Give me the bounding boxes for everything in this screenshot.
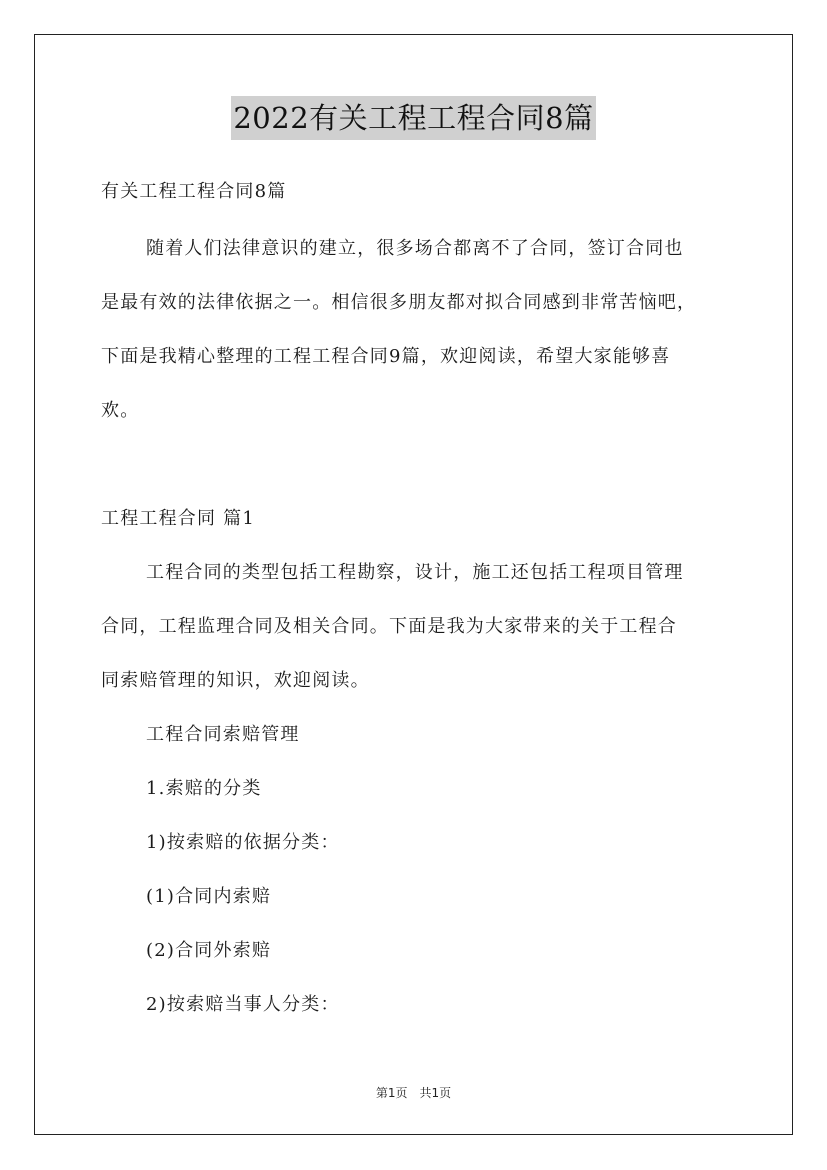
page-footer xyxy=(0,1085,827,1101)
paragraph-line: 是最有效的法律依据之一。相信很多朋友都对拟合同感到非常苦恼吧， xyxy=(101,292,697,313)
document-title: 2022有关工程工程合同8篇 xyxy=(231,96,595,140)
paragraph-line: 下面是我精心整理的工程工程合同9篇，欢迎阅读，希望大家能够喜 xyxy=(101,346,671,367)
paragraph-line: 同索赔管理的知识，欢迎阅读。 xyxy=(101,670,370,691)
list-item: (1)合同内索赔 xyxy=(146,886,272,907)
paragraph-line: 欢。 xyxy=(101,400,140,421)
list-item: 2)按索赔当事人分类： xyxy=(146,994,340,1015)
paragraph-line: 工程合同的类型包括工程勘察，设计，施工还包括工程项目管理 xyxy=(146,562,684,583)
subheading-line: 工程合同索赔管理 xyxy=(146,724,300,745)
paragraph-line: 随着人们法律意识的建立，很多场合都离不了合同，签订合同也 xyxy=(146,238,684,259)
list-item: (2)合同外索赔 xyxy=(146,940,272,961)
title-block xyxy=(0,96,827,140)
paragraph-line: 合同，工程监理合同及相关合同。下面是我为大家带来的关于工程合 xyxy=(101,616,677,637)
list-item: 1.索赔的分类 xyxy=(146,778,262,799)
section-heading: 工程工程合同 篇1 xyxy=(101,508,255,529)
page-total: 共1页 xyxy=(419,1086,452,1100)
subtitle-line: 有关工程工程合同8篇 xyxy=(101,181,287,202)
page-number: 第1页 xyxy=(375,1086,408,1100)
list-item: 1)按索赔的依据分类： xyxy=(146,832,340,853)
